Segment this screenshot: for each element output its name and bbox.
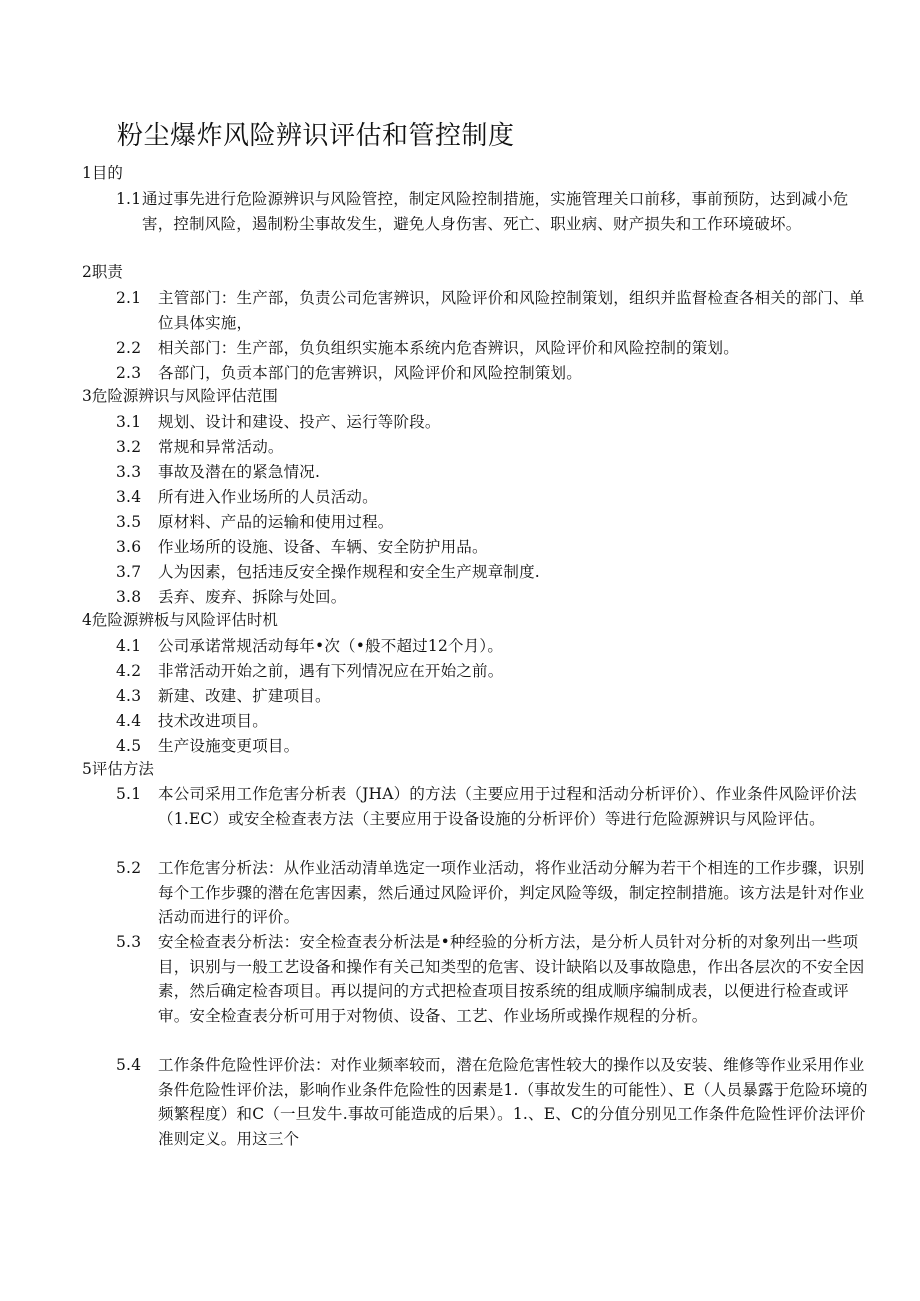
section-heading-4: 4危险源辨板与风险评估时机 xyxy=(82,611,278,629)
list-item-3-1 xyxy=(116,410,868,435)
item-number: 1.1 xyxy=(116,190,142,208)
item-text: 事故及潜在的紧急情况. xyxy=(158,463,321,481)
item-text: 作业场所的设施、设备、车辆、安全防护用品。 xyxy=(158,538,488,556)
item-number: 3.3 xyxy=(116,463,142,481)
list-item-3-4 xyxy=(116,485,868,510)
item-text: 人为因素，包括违反安全操作规程和安全生产规章制度. xyxy=(158,563,540,581)
item-number: 4.1 xyxy=(116,637,142,655)
item-text: 常规和异常活动。 xyxy=(158,438,284,456)
item-number: 5.2 xyxy=(116,859,142,877)
item-number: 4.5 xyxy=(116,737,142,755)
item-number: 4.2 xyxy=(116,662,142,680)
item-number: 3.2 xyxy=(116,438,142,456)
list-item-3-8 xyxy=(116,585,868,610)
item-text: 原材料、产品的运输和使用过程。 xyxy=(158,513,394,531)
item-number: 3.4 xyxy=(116,488,142,506)
section-heading-1: 1目的 xyxy=(82,164,123,182)
list-item-4-2 xyxy=(116,659,868,684)
list-item-5-2 xyxy=(116,856,868,930)
item-text: 工作条件危险性评价法：对作业频率较而，潜在危险危害性较大的操作以及安装、维修等作业采用作业条件危险性评价法，影响作业条件危险性的因素是1.（事故发生的可能性）、E（人员暴露于危险环境的频繁程度）和C（一旦发牛.事故可能造成的后果）。1.、E、C的分值分别见工作条件危险性评价法评价准则定义。用这三个 xyxy=(158,1056,868,1148)
list-item-4-1 xyxy=(116,634,868,659)
item-text: 本公司采用工作危害分析表（JHA）的方法（主要应用于过程和活动分析评价）、作业条件风险评价法（1.EC）或安全检查表方法（主要应用于设备设施的分析评价）等进行危险源辨识与风险评估。 xyxy=(158,785,857,828)
item-text: 相关部门：生产部，负负组织实施本系统内危杳辨识，风险评价和风险控制的策划。 xyxy=(158,339,739,357)
item-text: 主管部门：生产部，负责公司危害辨识，风险评价和风险控制策划，组织并监督检查各相关的部门、单位具体实施， xyxy=(158,289,865,332)
item-number: 3.6 xyxy=(116,538,142,556)
item-text: 通过事先进行危险源辨识与风险管控，制定风险控制措施，实施管理关口前移，事前预防，达到减小危害，控制风险，遏制粉尘事故发生，避免人身伤害、死亡、职业病、财产损失和工作环境破坏。 xyxy=(142,190,849,233)
list-item-5-4 xyxy=(116,1053,868,1151)
list-item-5-3 xyxy=(116,930,868,1028)
item-number: 3.8 xyxy=(116,588,142,606)
item-number: 2.1 xyxy=(116,289,142,307)
item-number: 5.1 xyxy=(116,785,142,803)
list-item-4-3 xyxy=(116,684,868,709)
item-text: 公司承诺常规活动每年•次（•般不超过12个月）。 xyxy=(158,637,504,655)
item-text: 工作危害分析法：从作业活动清单选定一项作业活动，将作业活动分解为若干个相连的工作步骤，识别每个工作步骤的潜在危害因素，然后通过风险评价，判定风险等级，制定控制措施。该方法是针对作业活动而进行的评价。 xyxy=(158,859,865,927)
list-item-2-2 xyxy=(116,336,868,361)
list-item-1-1 xyxy=(116,187,868,236)
item-text: 生产设施变更项目。 xyxy=(158,737,300,755)
list-item-3-7 xyxy=(116,560,868,585)
item-number: 4.3 xyxy=(116,687,142,705)
list-item-3-6 xyxy=(116,535,868,560)
list-item-5-1 xyxy=(116,782,868,831)
section-heading-5: 5评估方法 xyxy=(82,760,154,778)
section-heading-2: 2职责 xyxy=(82,263,123,281)
item-number: 2.2 xyxy=(116,339,142,357)
item-text: 技术改进项目。 xyxy=(158,712,268,730)
item-number: 3.7 xyxy=(116,563,142,581)
list-item-3-5 xyxy=(116,510,868,535)
item-number: 2.3 xyxy=(116,364,142,382)
list-item-4-5 xyxy=(116,734,868,759)
item-text: 各部门，负贡本部门的危害辨识，风险评价和风险控制策划。 xyxy=(158,364,582,382)
list-item-2-1 xyxy=(116,286,868,335)
item-number: 5.3 xyxy=(116,933,142,951)
list-item-3-3 xyxy=(116,460,868,485)
list-item-4-4 xyxy=(116,709,868,734)
document-title: 粉尘爆炸风险辨识评估和管控制度 xyxy=(117,121,515,151)
item-number: 3.1 xyxy=(116,413,142,431)
item-number: 4.4 xyxy=(116,712,142,730)
item-text: 安全检查表分析法：安全检查表分析法是•种经验的分析方法，是分析人员针对分析的对象列出一些项目，识别与一般工艺设备和操作有关己知类型的危害、设计缺陷以及事故隐患，作出各层次的不安全因素，然后确定检杳项目。再以提问的方式把检查项目按系统的组成顺序编制成表，以便进行检查或评审。安全检查表分析可用于对物侦、设备、工艺、作业场所或操作规程的分析。 xyxy=(158,933,865,1025)
list-item-2-3 xyxy=(116,361,868,386)
item-number: 5.4 xyxy=(116,1056,142,1074)
item-number: 3.5 xyxy=(116,513,142,531)
item-text: 新建、改建、扩建项目。 xyxy=(158,687,331,705)
item-text: 丢弃、废弃、拆除与处回。 xyxy=(158,588,347,606)
item-text: 非常活动开始之前，遇有下列情况应在开始之前。 xyxy=(158,662,504,680)
item-text: 规划、设计和建设、投产、运行等阶段。 xyxy=(158,413,441,431)
item-text: 所有进入作业场所的人员活动。 xyxy=(158,488,378,506)
section-heading-3: 3危险源辨识与风险评估范围 xyxy=(82,387,278,405)
list-item-3-2 xyxy=(116,435,868,460)
